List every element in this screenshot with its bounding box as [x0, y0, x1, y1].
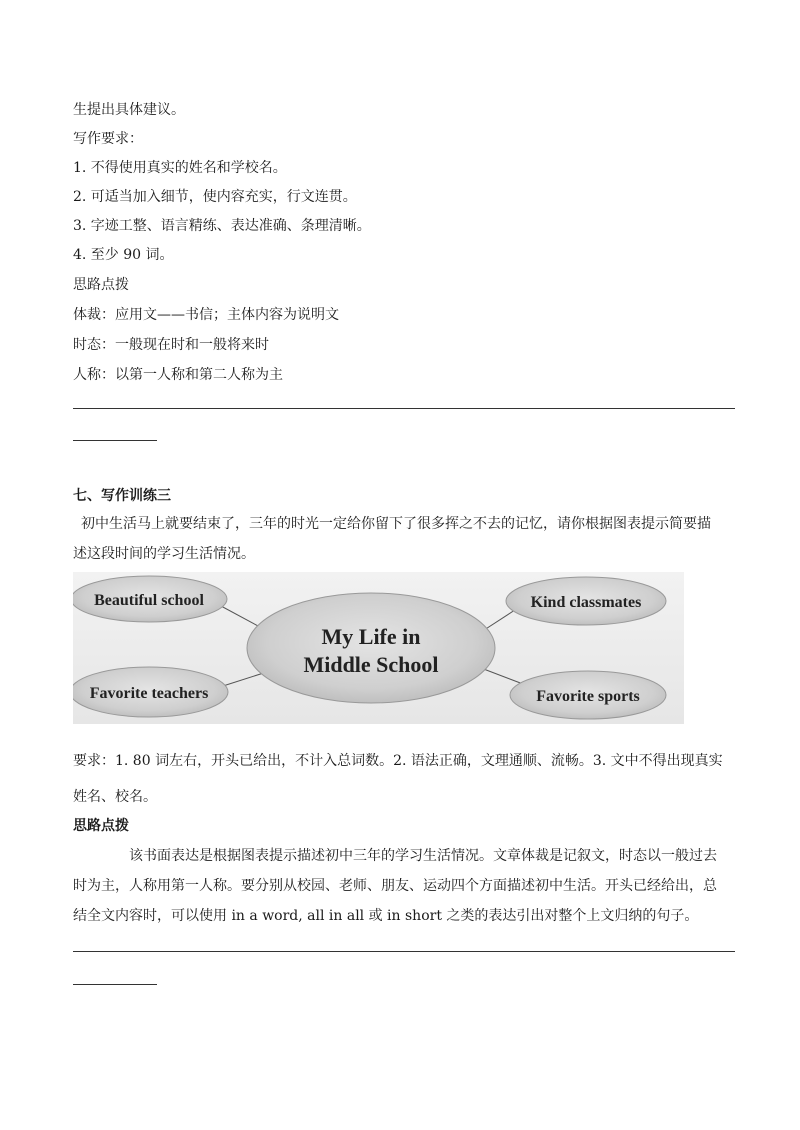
answer-line	[73, 951, 735, 952]
tips-label: 思路点拨	[73, 277, 129, 293]
answer-line-short	[73, 984, 157, 985]
tip-tense: 时态：一般现在时和一般将来时	[73, 337, 269, 353]
answer-line-short	[73, 440, 157, 441]
mind-map-diagram	[73, 572, 684, 724]
node-label: Favorite sports	[536, 688, 640, 705]
node-label: Beautiful school	[94, 592, 204, 609]
requirement-item: 3. 字迹工整、语言精练、表达准确、条理清晰。	[73, 218, 371, 234]
tip-genre: 体裁：应用文——书信；主体内容为说明文	[73, 307, 339, 323]
text-line: 生提出具体建议。	[73, 102, 185, 118]
tip-person: 人称：以第一人称和第二人称为主	[73, 367, 283, 383]
intro-text: 述这段时间的学习生活情况。	[73, 546, 255, 562]
node-label: Favorite teachers	[89, 685, 209, 702]
requirements-text: 姓名、校名。	[73, 789, 157, 805]
tips-text: 该书面表达是根据图表提示描述初中三年的学习生活情况。文章体裁是记叙文，时态以一般过去	[129, 848, 717, 864]
tips-text: 结全文内容时，可以使用 in a word, all in all 或 in short 之类的表达引出对整个上文归纳的句子。	[73, 908, 699, 924]
mind-map-svg	[73, 572, 684, 724]
requirement-item: 2. 可适当加入细节，使内容充实，行文连贯。	[73, 189, 357, 205]
requirement-item: 4. 至少 90 词。	[73, 247, 174, 263]
section-heading: 七、写作训练三	[73, 488, 171, 504]
center-node-title-line1: My Life in	[321, 624, 421, 649]
node-label: Kind classmates	[530, 594, 642, 611]
tips-text: 时为主，人称用第一人称。要分别从校园、老师、朋友、运动四个方面描述初中生活。开头已经给出，总	[73, 878, 717, 894]
writing-requirements-label: 写作要求：	[73, 131, 143, 147]
center-node-title-line2: Middle School	[303, 652, 439, 677]
tips-heading: 思路点拨	[73, 818, 129, 834]
answer-line	[73, 408, 735, 409]
intro-text: 初中生活马上就要结束了，三年的时光一定给你留下了很多挥之不去的记忆，请你根据图表提示简要描	[81, 516, 711, 532]
requirement-item: 1. 不得使用真实的姓名和学校名。	[73, 160, 287, 176]
requirements-text: 要求：1. 80 词左右，开头已给出，不计入总词数。2. 语法正确，文理通顺、流畅。3. 文中不得出现真实	[73, 753, 723, 769]
